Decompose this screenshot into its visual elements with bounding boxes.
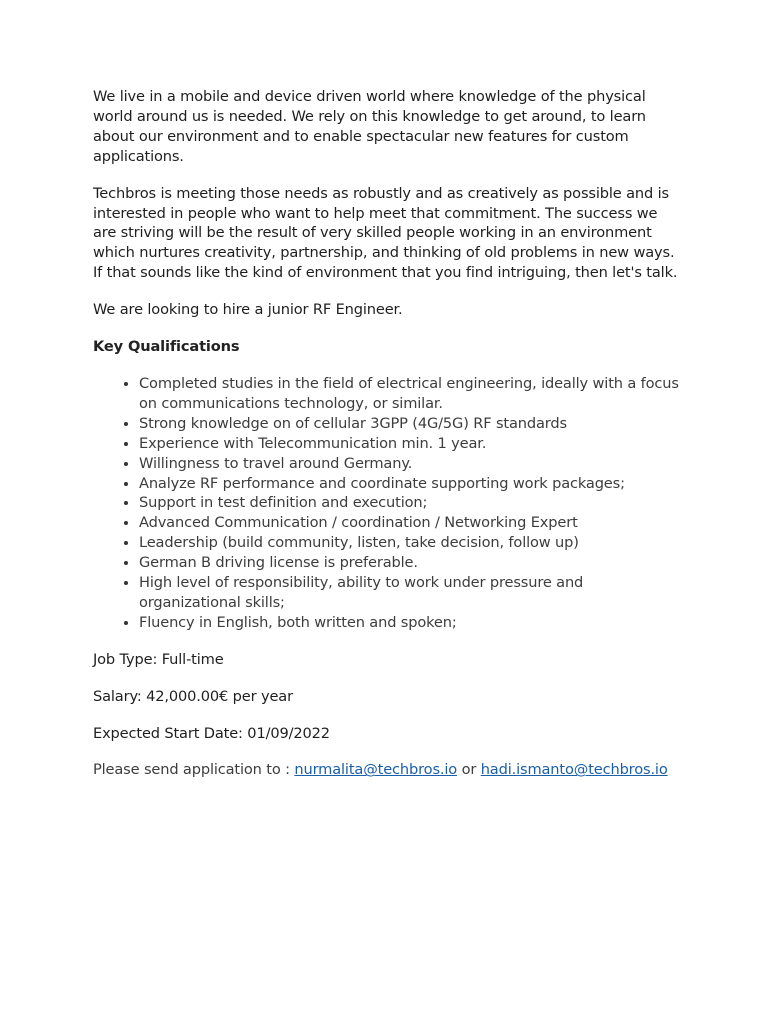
list-item: • Support in test definition and execution; [139,493,683,513]
intro-paragraph-1: We live in a mobile and device driven world where knowledge of the physical world around us is needed. We rely on this knowledge to get around, to learn about our environment and to enable spectacular new features for custom applications. [93,88,646,165]
list-item: • Leadership (build community, listen, take decision, follow up) [139,533,683,553]
list-item: • Analyze RF performance and coordinate supporting work packages; [139,474,683,494]
list-item: • High level of responsibility, ability to work under pressure and organizational skills; [139,573,683,613]
list-item: • Willingness to travel around Germany. [139,454,683,474]
list-item: • Advanced Communication / coordination / Networking Expert [139,513,683,533]
qualifications-list [93,374,683,633]
contact-line [93,760,683,780]
email-link-nurmalita[interactable]: nurmalita@techbros.io [294,761,458,779]
qualifications-heading: Key Qualifications [93,338,240,356]
list-item: • German B driving license is preferable. [139,553,683,573]
contact-separator: or [457,761,481,779]
email-link-hadi[interactable]: hadi.ismanto@techbros.io [480,761,668,779]
contact-prefix: Please send application to : [93,761,295,779]
salary: Salary: 42,000.00€ per year [93,687,293,705]
list-item: • Fluency in English, both written and spoken; [139,613,683,633]
list-item: • Experience with Telecommunication min. 1 year. [139,434,683,454]
intro-paragraph-2: Techbros is meeting those needs as robustly and as creatively as possible and is interested in people who want to help meet that commitment. The success we are striving will be the result of very skilled people working in an environment which nurtures creativity, partnership, and thinking of old problems in new ways. If that sounds like the kind of environment that you find intriguing, then let's talk. [93,184,678,282]
list-item: • Completed studies in the field of electrical engineering, ideally with a focus on communications technology, or similar. [139,374,683,414]
intro-paragraph-3: We are looking to hire a junior RF Engineer. [93,301,403,319]
job-posting-document [93,87,683,797]
start-date: Expected Start Date: 01/09/2022 [93,724,330,742]
job-type: Job Type: Full-time [93,650,224,668]
list-item: • Strong knowledge on of cellular 3GPP (4G/5G) RF standards [139,414,683,434]
